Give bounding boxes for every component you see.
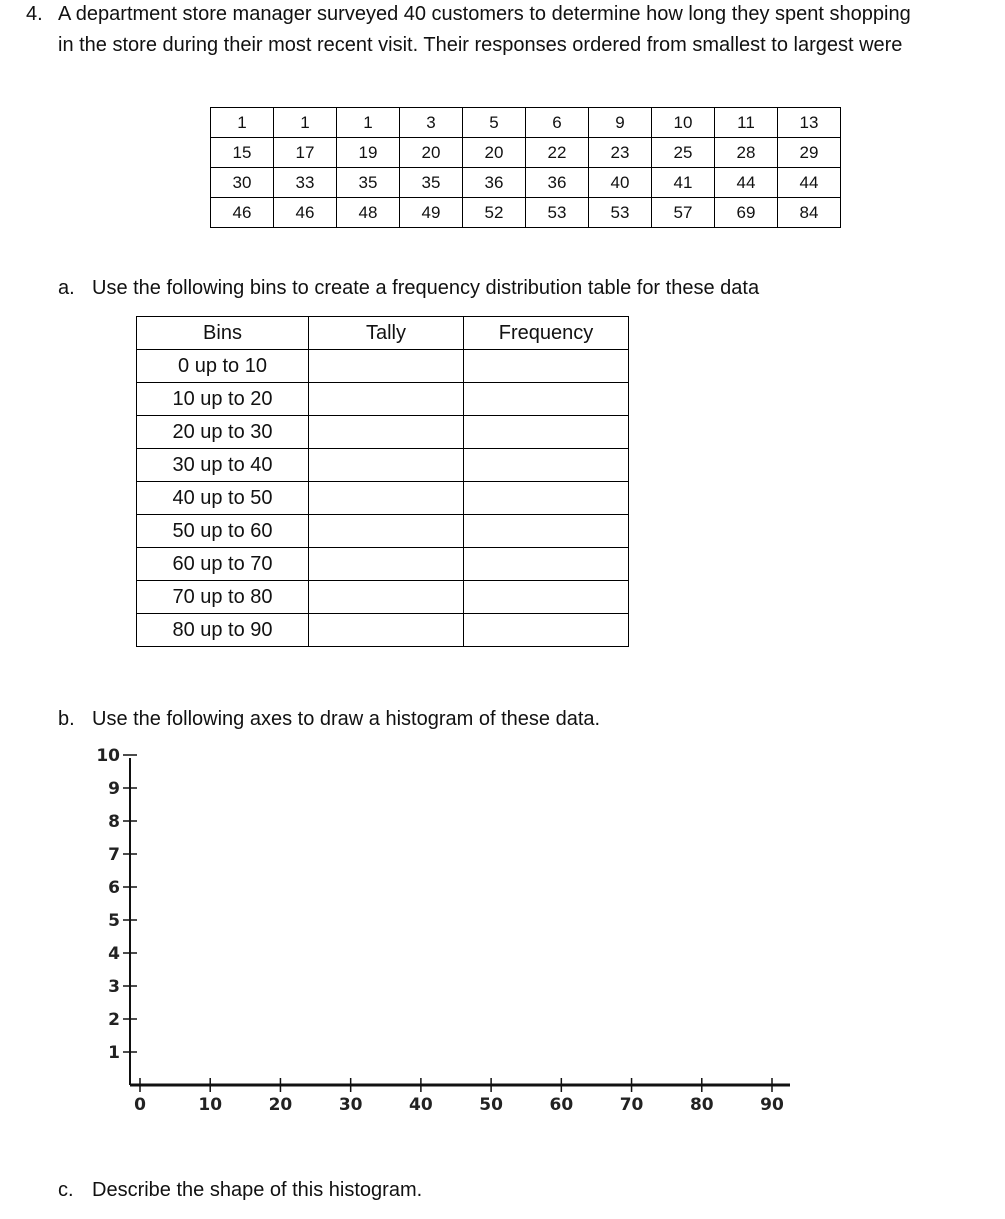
x-tick-label: 0 [134, 1095, 146, 1115]
data-cell: 49 [400, 198, 463, 228]
data-cell: 10 [652, 108, 715, 138]
frequency-cell[interactable] [464, 416, 629, 449]
data-cell: 36 [526, 168, 589, 198]
tally-cell[interactable] [309, 482, 464, 515]
x-tick-label: 90 [760, 1095, 784, 1115]
x-tick-label: 70 [619, 1095, 644, 1115]
y-tick-label: 6 [108, 878, 120, 898]
frequency-cell[interactable] [464, 383, 629, 416]
data-row [211, 168, 841, 198]
data-row [211, 108, 841, 138]
frequency-table-header-row [137, 317, 629, 350]
data-cell: 23 [589, 138, 652, 168]
y-tick-label: 10 [96, 746, 120, 766]
bin-label: 70 up to 80 [137, 581, 309, 614]
bin-label: 30 up to 40 [137, 449, 309, 482]
frequency-cell[interactable] [464, 581, 629, 614]
tally-cell[interactable] [309, 383, 464, 416]
data-cell: 3 [400, 108, 463, 138]
data-cell: 40 [589, 168, 652, 198]
x-tick-label: 50 [479, 1095, 503, 1115]
question-number: 4. [26, 3, 43, 25]
data-cell: 35 [337, 168, 400, 198]
data-cell: 28 [715, 138, 778, 168]
header-bins: Bins [137, 317, 309, 350]
tally-cell[interactable] [309, 614, 464, 647]
data-cell: 44 [778, 168, 841, 198]
y-tick-label: 2 [108, 1010, 120, 1030]
data-cell: 1 [337, 108, 400, 138]
tally-cell[interactable] [309, 548, 464, 581]
data-cell: 46 [274, 198, 337, 228]
part-c-text: Describe the shape of this histogram. [92, 1179, 423, 1201]
frequency-cell[interactable] [464, 614, 629, 647]
bin-label: 10 up to 20 [137, 383, 309, 416]
data-cell: 19 [337, 138, 400, 168]
data-cell: 11 [715, 108, 778, 138]
data-cell: 41 [652, 168, 715, 198]
y-tick-label: 5 [108, 911, 120, 931]
y-tick-label: 8 [108, 812, 120, 832]
data-table [210, 107, 841, 228]
data-cell: 15 [211, 138, 274, 168]
frequency-row [137, 416, 629, 449]
part-b-text: Use the following axes to draw a histogram of these data. [92, 708, 601, 730]
frequency-cell[interactable] [464, 350, 629, 383]
bin-label: 20 up to 30 [137, 416, 309, 449]
data-cell: 69 [715, 198, 778, 228]
frequency-row [137, 515, 629, 548]
header-frequency: Frequency [464, 317, 629, 350]
frequency-row [137, 548, 629, 581]
data-cell: 35 [400, 168, 463, 198]
part-a-text: Use the following bins to create a frequency distribution table for these data [92, 277, 760, 299]
frequency-cell[interactable] [464, 548, 629, 581]
data-cell: 84 [778, 198, 841, 228]
data-row [211, 198, 841, 228]
data-cell: 1 [211, 108, 274, 138]
x-tick-label: 60 [549, 1095, 574, 1115]
frequency-cell[interactable] [464, 482, 629, 515]
x-tick-label: 10 [198, 1095, 223, 1115]
data-cell: 5 [463, 108, 526, 138]
frequency-row [137, 614, 629, 647]
data-cell: 29 [778, 138, 841, 168]
bin-label: 50 up to 60 [137, 515, 309, 548]
y-tick-label: 7 [108, 845, 120, 865]
data-cell: 22 [526, 138, 589, 168]
y-tick-label: 3 [108, 977, 120, 997]
data-cell: 17 [274, 138, 337, 168]
y-tick-label: 9 [108, 779, 120, 799]
data-cell: 44 [715, 168, 778, 198]
question-text-line-2: in the store during their most recent visit. Their responses ordered from smallest to largest were [58, 34, 903, 56]
bin-label: 80 up to 90 [137, 614, 309, 647]
tally-cell[interactable] [309, 515, 464, 548]
frequency-row [137, 350, 629, 383]
data-cell: 33 [274, 168, 337, 198]
frequency-cell[interactable] [464, 515, 629, 548]
x-tick-label: 40 [409, 1095, 433, 1115]
question-text-line-1: A department store manager surveyed 40 customers to determine how long they spent shopping [58, 3, 911, 25]
frequency-cell[interactable] [464, 449, 629, 482]
header-tally: Tally [309, 317, 464, 350]
y-tick-label: 4 [108, 944, 120, 964]
bin-label: 60 up to 70 [137, 548, 309, 581]
data-cell: 20 [400, 138, 463, 168]
data-cell: 57 [652, 198, 715, 228]
data-cell: 25 [652, 138, 715, 168]
data-cell: 52 [463, 198, 526, 228]
bin-label: 40 up to 50 [137, 482, 309, 515]
tally-cell[interactable] [309, 416, 464, 449]
data-cell: 9 [589, 108, 652, 138]
frequency-table [136, 316, 629, 647]
part-b-letter: b. [58, 708, 75, 730]
data-cell: 6 [526, 108, 589, 138]
frequency-row [137, 449, 629, 482]
data-cell: 46 [211, 198, 274, 228]
data-cell: 53 [526, 198, 589, 228]
frequency-row [137, 482, 629, 515]
frequency-row [137, 383, 629, 416]
tally-cell[interactable] [309, 350, 464, 383]
data-cell: 20 [463, 138, 526, 168]
x-tick-label: 80 [689, 1095, 714, 1115]
tally-cell[interactable] [309, 449, 464, 482]
frequency-row [137, 581, 629, 614]
data-row [211, 138, 841, 168]
histogram-axes [0, 740, 820, 1130]
y-tick-label: 1 [108, 1043, 120, 1063]
data-cell: 30 [211, 168, 274, 198]
part-c-letter: c. [58, 1179, 74, 1201]
data-cell: 36 [463, 168, 526, 198]
part-a-letter: a. [58, 277, 75, 299]
x-tick-label: 20 [268, 1095, 293, 1115]
data-cell: 48 [337, 198, 400, 228]
bin-label: 0 up to 10 [137, 350, 309, 383]
data-cell: 1 [274, 108, 337, 138]
data-cell: 53 [589, 198, 652, 228]
data-cell: 13 [778, 108, 841, 138]
tally-cell[interactable] [309, 581, 464, 614]
x-tick-label: 30 [338, 1095, 363, 1115]
